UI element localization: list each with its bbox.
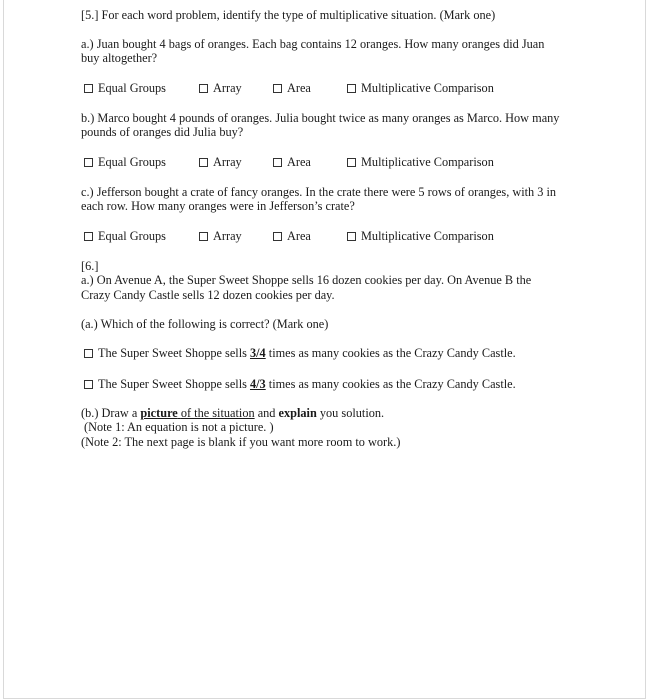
checkbox-icon[interactable] — [199, 84, 208, 93]
q6-part-a-prompt: (a.) Which of the following is correct? (Mark one) — [81, 317, 329, 331]
q5a-option-equal-groups[interactable]: Equal Groups — [84, 81, 166, 95]
checkbox-icon[interactable] — [347, 232, 356, 241]
q5b-option-multiplicative-comparison[interactable]: Multiplicative Comparison — [347, 155, 494, 169]
q5a-option-area[interactable]: Area — [273, 81, 311, 95]
q6-header: [6.] — [81, 259, 99, 273]
q5a-line2: buy altogether? — [81, 51, 158, 65]
q5c-option-multiplicative-comparison[interactable]: Multiplicative Comparison — [347, 229, 494, 243]
q6-choice-3-4[interactable]: The Super Sweet Shoppe sells 3/4 times as many cookies as the Crazy Candy Castle. — [84, 346, 516, 360]
checkbox-icon[interactable] — [84, 158, 93, 167]
q5c-line1: c.) Jefferson bought a crate of fancy oranges. In the crate there were 5 rows of oranges, with 3 in — [81, 185, 557, 199]
checkbox-icon[interactable] — [273, 232, 282, 241]
q5b-line2: pounds of oranges did Julia buy? — [81, 125, 244, 139]
fraction-3-4: 3/4 — [249, 346, 266, 360]
q5a-option-multiplicative-comparison[interactable]: Multiplicative Comparison — [347, 81, 494, 95]
fraction-4-3: 4/3 — [249, 377, 266, 391]
q5c-option-array[interactable]: Array — [199, 229, 242, 243]
worksheet-page — [3, 0, 646, 699]
checkbox-icon[interactable] — [273, 84, 282, 93]
q5b-line1: b.) Marco bought 4 pounds of oranges. Julia bought twice as many oranges as Marco. How many — [81, 111, 560, 125]
checkbox-icon[interactable] — [347, 158, 356, 167]
q6-note-2: (Note 2: The next page is blank if you want more room to work.) — [81, 435, 401, 449]
checkbox-icon[interactable] — [347, 84, 356, 93]
q5c-line2: each row. How many oranges were in Jefferson’s crate? — [81, 199, 355, 213]
checkbox-icon[interactable] — [84, 84, 93, 93]
q6-choice-4-3[interactable]: The Super Sweet Shoppe sells 4/3 times as many cookies as the Crazy Candy Castle. — [84, 377, 516, 391]
checkbox-icon[interactable] — [84, 232, 93, 241]
q5c-option-area[interactable]: Area — [273, 229, 311, 243]
checkbox-icon[interactable] — [273, 158, 282, 167]
q6-part-b-prompt: (b.) Draw a picture of the situation and explain you solution. — [81, 406, 385, 420]
q5b-option-array[interactable]: Array — [199, 155, 242, 169]
q6-note-1: (Note 1: An equation is not a picture. ) — [84, 420, 274, 434]
q5c-option-equal-groups[interactable]: Equal Groups — [84, 229, 166, 243]
checkbox-icon[interactable] — [84, 380, 93, 389]
q5b-option-equal-groups[interactable]: Equal Groups — [84, 155, 166, 169]
q6-line1: a.) On Avenue A, the Super Sweet Shoppe sells 16 dozen cookies per day. On Avenue B the — [81, 273, 532, 287]
q5a-option-array[interactable]: Array — [199, 81, 242, 95]
q5b-option-area[interactable]: Area — [273, 155, 311, 169]
q5-header: [5.] For each word problem, identify the type of multiplicative situation. (Mark one) — [81, 8, 496, 22]
checkbox-icon[interactable] — [84, 349, 93, 358]
checkbox-icon[interactable] — [199, 158, 208, 167]
q6-line2: Crazy Candy Castle sells 12 dozen cookies per day. — [81, 288, 335, 302]
q5a-line1: a.) Juan bought 4 bags of oranges. Each bag contains 12 oranges. How many oranges did Juan — [81, 37, 545, 51]
checkbox-icon[interactable] — [199, 232, 208, 241]
